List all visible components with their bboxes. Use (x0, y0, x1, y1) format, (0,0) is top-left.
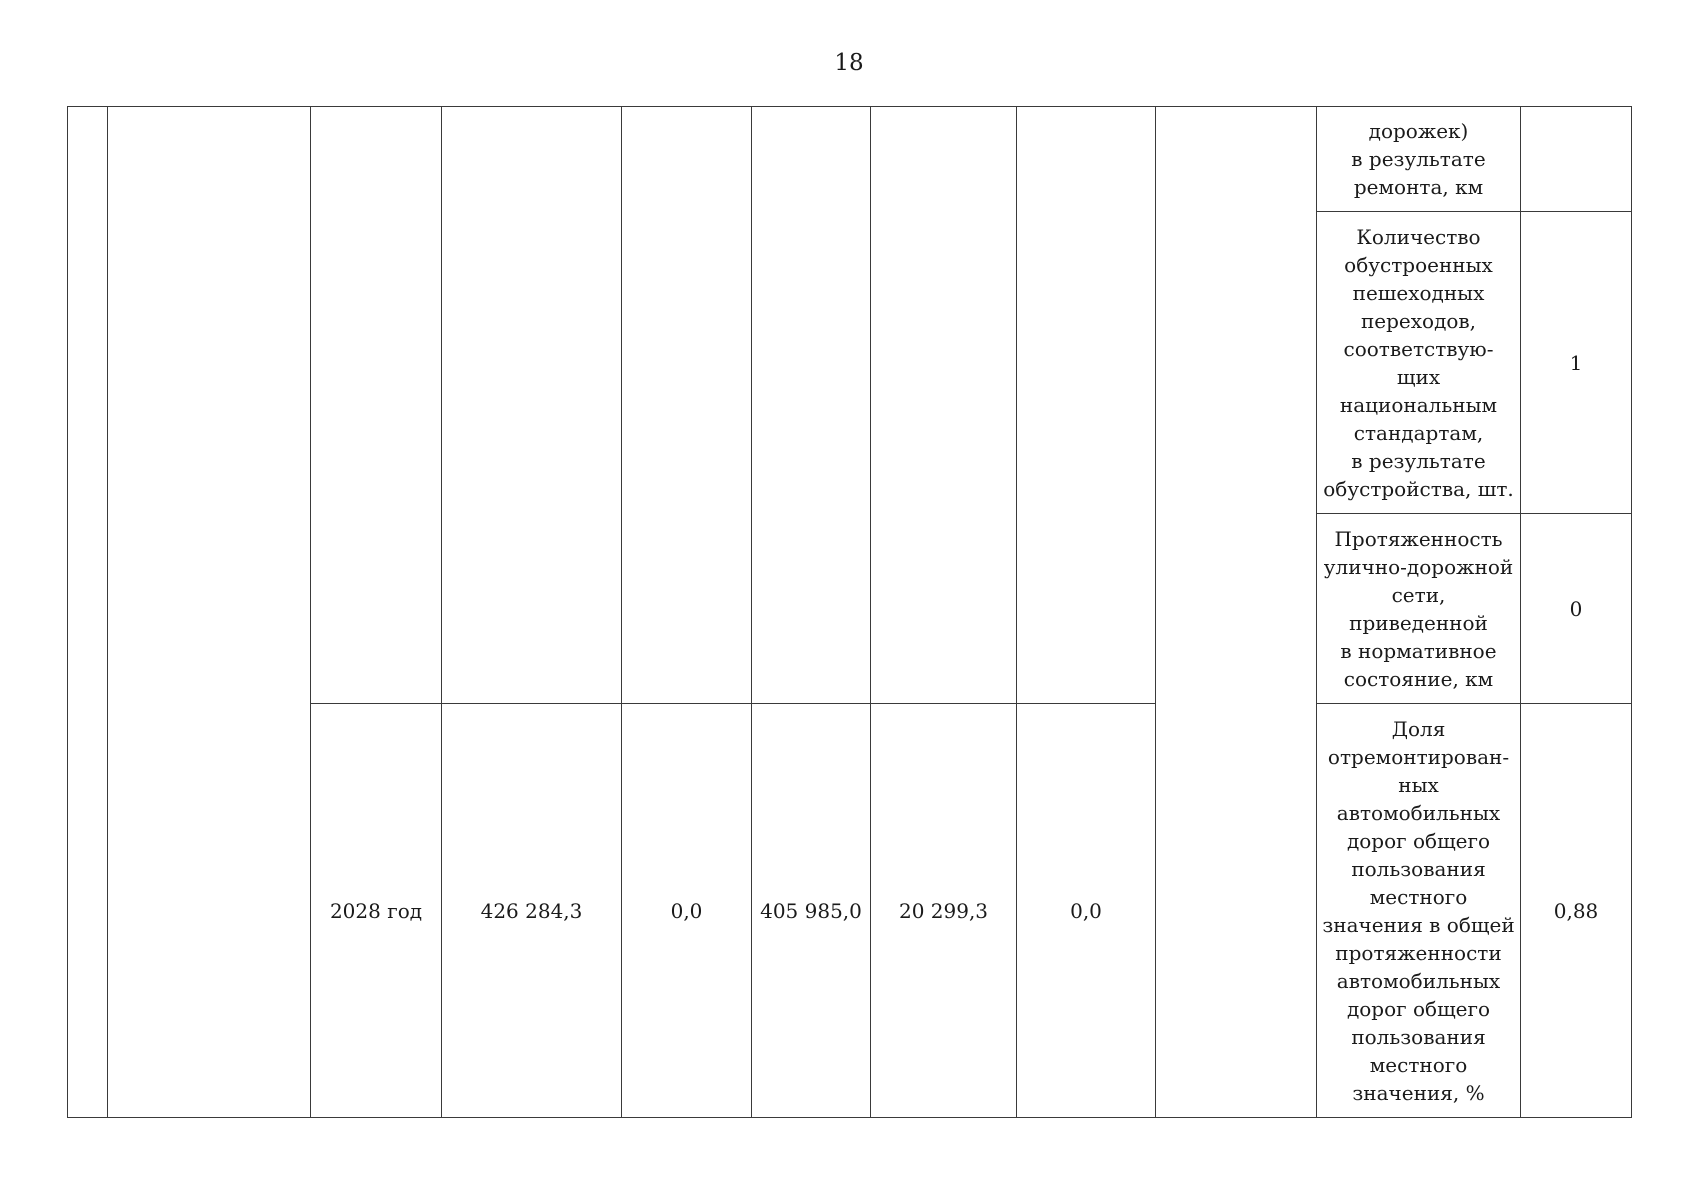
event-name-cell (108, 107, 311, 1118)
local-cell-empty (871, 212, 1017, 704)
indicator-value: 1 (1569, 350, 1583, 375)
year-value: 2028 год (329, 898, 423, 923)
regional-cell-empty (752, 212, 871, 704)
federal-cell-empty (622, 107, 752, 212)
indicator-name-cell (1317, 704, 1521, 1118)
indicator-name-cell (1317, 514, 1521, 704)
program-table (67, 106, 1632, 1118)
federal-value: 0,0 (670, 898, 703, 923)
federal-cell-empty (622, 212, 752, 704)
other-cell-empty (1017, 107, 1156, 212)
local-cell (871, 704, 1017, 1118)
year-cell (311, 704, 442, 1118)
number-cell (68, 107, 108, 1118)
other-cell (1017, 704, 1156, 1118)
regional-value: 405 985,0 (760, 898, 862, 923)
total-value: 426 284,3 (480, 898, 583, 923)
indicator-name: Количество обустроенных пешеходных переходов, соответствую- щих национальным стандартам, в результате обустройства, шт. (1323, 224, 1514, 501)
local-value: 20 299,3 (898, 898, 989, 923)
regional-cell (752, 704, 871, 1118)
indicator-name: Протяженность улично-дорожной сети, приведенной в нормативное состояние, км (1323, 526, 1514, 691)
total-cell-empty (442, 107, 622, 212)
total-cell (442, 704, 622, 1118)
indicator-name-cell (1317, 212, 1521, 514)
total-cell-empty (442, 212, 622, 704)
indicator-value-cell (1521, 107, 1632, 212)
executor-cell (1156, 107, 1317, 1118)
indicator-name: дорожек) в результате ремонта, км (1351, 119, 1486, 199)
regional-cell-empty (752, 107, 871, 212)
indicator-value-cell (1521, 514, 1632, 704)
other-value: 0,0 (1070, 898, 1102, 923)
indicator-name-cell (1317, 107, 1521, 212)
federal-cell (622, 704, 752, 1118)
table-row (68, 107, 1632, 212)
indicator-value: 0 (1569, 596, 1583, 621)
local-cell-empty (871, 107, 1017, 212)
indicator-value-cell (1521, 704, 1632, 1118)
indicator-value-cell (1521, 212, 1632, 514)
page-number: 18 (834, 50, 864, 76)
other-cell-empty (1017, 212, 1156, 704)
year-cell-empty (311, 107, 442, 704)
indicator-name: Доля отремонтирован- ных автомобильных дорог общего пользования местного значения в общей протяженности автомобильных дорог общего пользования местного значения, % (1322, 716, 1515, 1105)
indicator-value: 0,88 (1553, 898, 1599, 923)
